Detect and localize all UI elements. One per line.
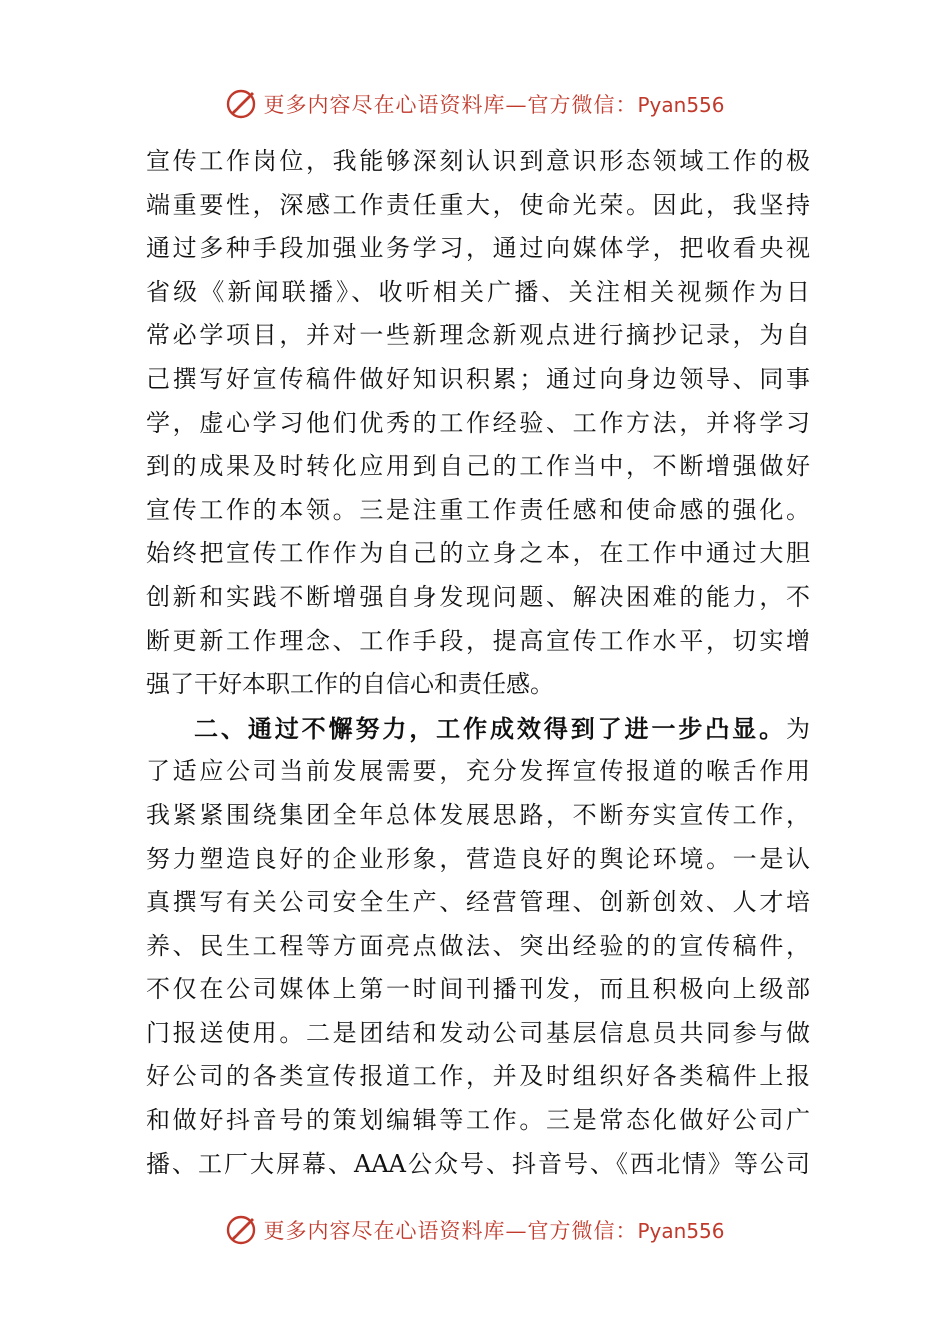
body-line: 始终把宣传工作作为自己的立身之本，在工作中通过大胆	[146, 539, 810, 568]
header-watermark-cn: 更多内容尽在心语资料库—官方微信：	[263, 93, 638, 117]
body-line: 端重要性，深感工作责任重大，使命光荣。因此，我坚持	[146, 190, 810, 219]
body-line: 不仅在公司媒体上第一时间刊播刊发，而且积极向上级部	[146, 975, 810, 1004]
body-line: 通过多种手段加强业务学习，通过向媒体学，把收看央视	[146, 234, 810, 263]
body-line: 学，虚心学习他们优秀的工作经验、工作方法，并将学习	[146, 408, 810, 437]
body-line: 播、工厂大屏幕、AAA公众号、抖音号、《西北情》等公司	[146, 1149, 810, 1178]
header-watermark-banner	[0, 84, 950, 124]
header-wechat-id: Pyan556	[637, 93, 725, 117]
body-line: 努力塑造良好的企业形象，营造良好的舆论环境。一是认	[146, 844, 810, 873]
body-line: 和做好抖音号的策划编辑等工作。三是常态化做好公司广	[146, 1106, 810, 1135]
body-line: 己撰写好宣传稿件做好知识积累；通过向身边领导、同事	[146, 364, 810, 393]
body-line: 常必学项目，并对一些新理念新观点进行摘抄记录，为自	[146, 321, 810, 350]
section-heading-line	[146, 707, 810, 751]
body-line: 创新和实践不断增强自身发现问题、解决困难的能力，不	[146, 582, 810, 611]
body-line: 到的成果及时转化应用到自己的工作当中，不断增强做好	[146, 452, 810, 481]
body-line: 我紧紧围绕集团全年总体发展思路，不断夯实宣传工作，	[146, 800, 810, 829]
body-line: 好公司的各类宣传报道工作，并及时组织好各类稿件上报	[146, 1062, 810, 1091]
section-heading: 二、通过不懈努力，工作成效得到了进一步凸显。	[194, 713, 786, 743]
body-line: 宣传工作岗位，我能够深刻认识到意识形态领域工作的极	[146, 147, 810, 175]
section-heading-tail: 为	[786, 714, 810, 743]
footer-watermark-banner	[0, 1210, 950, 1250]
pen-logo-icon	[225, 1213, 259, 1247]
body-line: 强了干好本职工作的自信心和责任感。	[146, 670, 554, 699]
document-body	[146, 140, 810, 1186]
body-line: 养、民生工程等方面亮点做法、突出经验的的宣传稿件，	[146, 931, 810, 960]
footer-watermark-cn: 更多内容尽在心语资料库—官方微信：	[263, 1219, 638, 1243]
body-line: 断更新工作理念、工作手段，提高宣传工作水平，切实增	[146, 626, 810, 655]
body-line: 真撰写有关公司安全生产、经营管理、创新创效、人才培	[146, 888, 810, 917]
footer-watermark-text	[263, 1215, 724, 1245]
pen-logo-icon	[225, 87, 259, 121]
body-line: 宣传工作的本领。三是注重工作责任感和使命感的强化。	[146, 495, 810, 524]
body-line: 省级《新闻联播》、收听相关广播、关注相关视频作为日	[146, 277, 810, 306]
header-watermark-text	[263, 89, 724, 119]
footer-wechat-id: Pyan556	[637, 1219, 725, 1243]
body-line: 了适应公司当前发展需要，充分发挥宣传报道的喉舌作用	[146, 757, 810, 786]
body-line: 门报送使用。二是团结和发动公司基层信息员共同参与做	[146, 1018, 810, 1047]
